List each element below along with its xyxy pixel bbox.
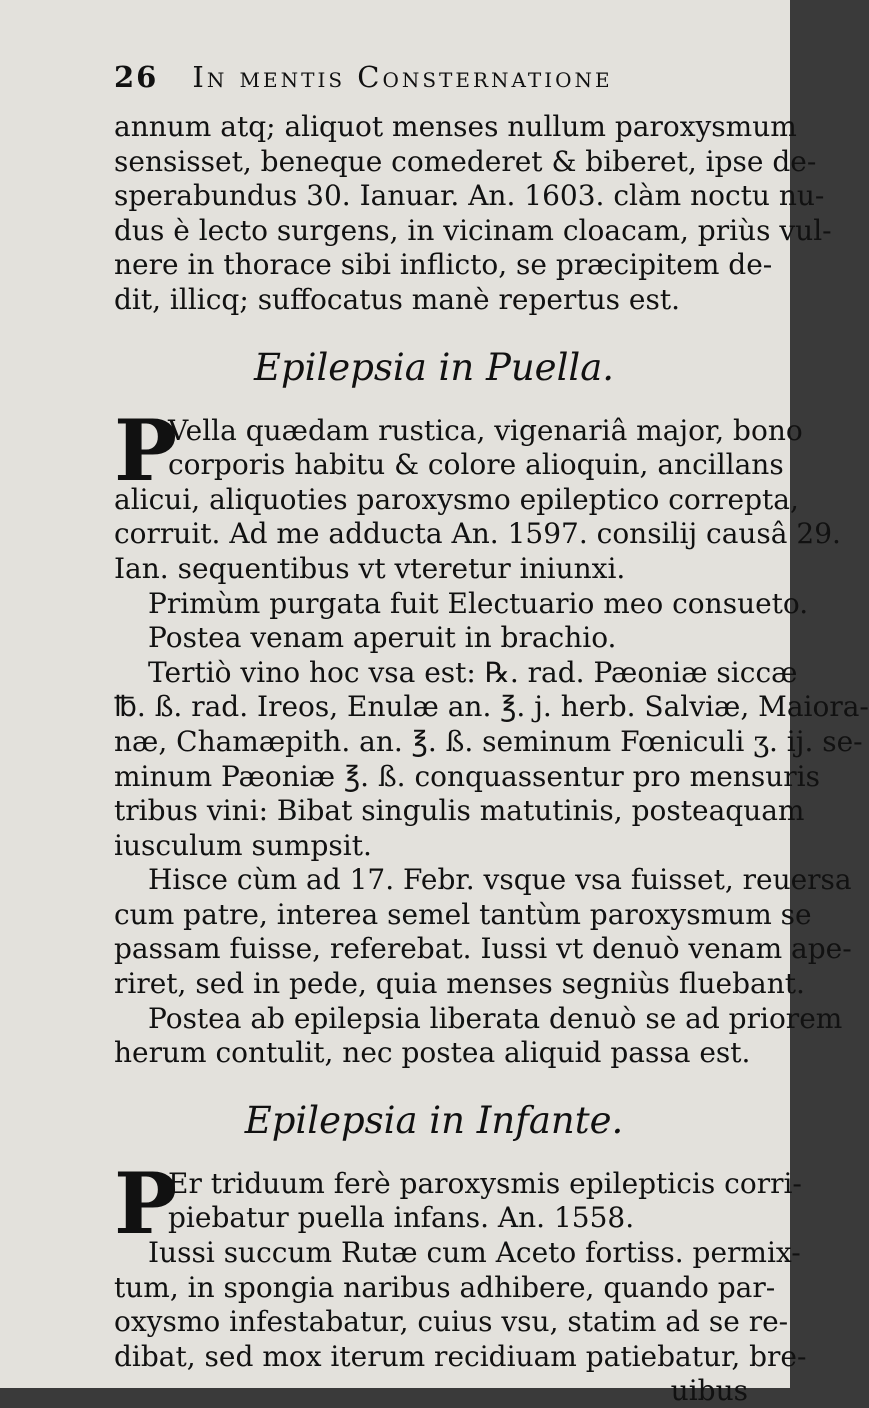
paragraph bbox=[114, 1001, 843, 1071]
text-line: dibat, sed mox iterum recidiuam patiebatur, bre- bbox=[114, 1339, 807, 1373]
text-line: Ian. sequentibus vt vteretur iniunxi. bbox=[114, 551, 626, 585]
text-line: corruit. Ad me adducta An. 1597. consilij causâ 29. bbox=[114, 517, 841, 551]
text-line: cum patre, interea semel tantùm paroxysmum se bbox=[114, 897, 812, 931]
text-line: annum atq; aliquot menses nullum paroxysmum bbox=[114, 110, 797, 143]
text-line: herum contulit, nec postea aliquid passa est. bbox=[114, 1036, 751, 1070]
text-line: Vella quædam rustica, vigenariâ major, bono bbox=[168, 413, 803, 447]
text-line: Postea ab epilepsia liberata denuò se ad priorem bbox=[148, 1001, 843, 1035]
paragraph bbox=[114, 1236, 807, 1374]
paragraph bbox=[114, 621, 754, 656]
text-line: Primùm purgata fuit Electuario meo consueto. bbox=[148, 586, 809, 620]
section-heading: Epilepsia in Infante. bbox=[244, 1098, 624, 1142]
text-line: Hisce cùm ad 17. Febr. vsque vsa fuisset, reuersa bbox=[148, 863, 852, 897]
text-line: dus è lecto surgens, in vicinam cloacam, priùs vul- bbox=[114, 213, 832, 247]
section-heading: Epilepsia in Puella. bbox=[253, 345, 615, 389]
text-line: Postea venam aperuit in brachio. bbox=[148, 621, 617, 655]
text-line: dit, illicq; suffocatus manè repertus est. bbox=[114, 282, 681, 316]
text-line: Er triduum ferè paroxysmis epilepticis corri- bbox=[168, 1166, 802, 1200]
recipe-paragraph bbox=[114, 655, 869, 864]
paragraph bbox=[114, 586, 809, 622]
continuation-paragraph bbox=[114, 110, 832, 318]
text-line: alicui, aliquoties paroxysmo epileptico correpta, bbox=[114, 482, 799, 516]
text-line: piebatur puella infans. An. 1558. bbox=[168, 1201, 635, 1235]
text-line: Tertiò vino hoc vsa est: ℞. rad. Pæoniæ siccæ bbox=[148, 655, 798, 689]
page-number: 26 bbox=[114, 60, 159, 94]
text-line: corporis habitu & colore alioquin, ancillans bbox=[168, 448, 784, 482]
drop-cap: P bbox=[114, 1153, 178, 1253]
text-line: riret, sed in pede, quia menses segniùs fluebant. bbox=[114, 967, 805, 1001]
text-line: tum, in spongia naribus adhibere, quando par- bbox=[114, 1270, 776, 1304]
text-line: tribus vini: Bibat singulis matutinis, posteaquam bbox=[114, 794, 805, 828]
running-head: In mentis Consternatione bbox=[192, 60, 613, 94]
paragraph bbox=[114, 482, 841, 587]
paragraph bbox=[114, 863, 852, 1001]
text-line: ℔. ß. rad. Ireos, Enulæ an. ℥. j. herb. Salviæ, Maiora- bbox=[114, 690, 869, 724]
text-line: iusculum sumpsit. bbox=[114, 828, 372, 862]
text-line: Iussi succum Rutæ cum Aceto fortiss. permix- bbox=[148, 1236, 801, 1270]
text-line: sperabundus 30. Ianuar. An. 1603. clàm noctu nu- bbox=[114, 179, 825, 213]
text-line: oxysmo infestabatur, cuius vsu, statim ad se re- bbox=[114, 1305, 789, 1339]
drop-cap: P bbox=[114, 400, 178, 500]
catchword: uibus bbox=[670, 1374, 748, 1408]
page-header bbox=[114, 60, 754, 104]
text-line: sensisset, beneque comederet & biberet, ipse de- bbox=[114, 144, 817, 178]
text-line: passam fuisse, referebat. Iussi vt denuò venam ape- bbox=[114, 932, 852, 966]
text-line: minum Pæoniæ ℥. ß. conquassentur pro mensuris bbox=[114, 759, 820, 793]
text-line: næ, Chamæpith. an. ℥. ß. seminum Fœniculi ʒ. ij. se- bbox=[114, 724, 863, 758]
text-line: nere in thorace sibi inflicto, se præcipitem de- bbox=[114, 248, 773, 282]
